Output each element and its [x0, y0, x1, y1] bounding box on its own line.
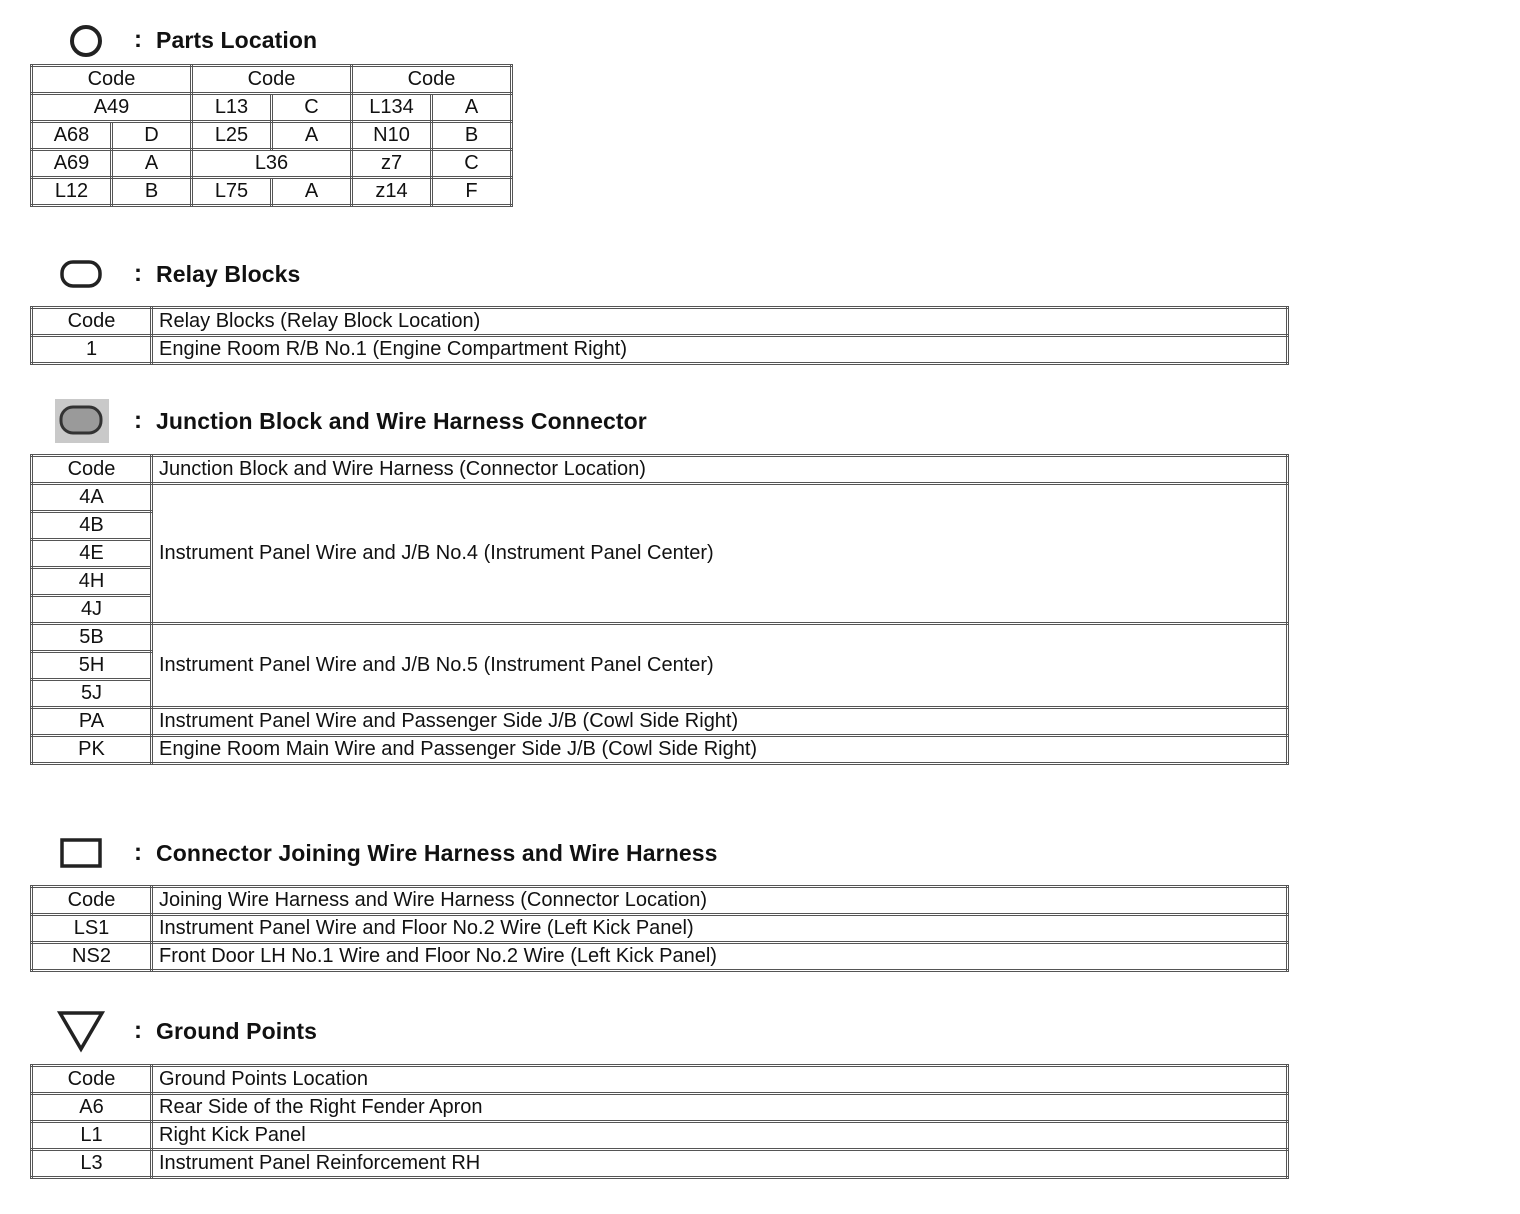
- column-header: Code: [32, 887, 152, 915]
- location-cell: Instrument Panel Reinforcement RH: [152, 1150, 1288, 1178]
- section-title: Parts Location: [156, 26, 318, 53]
- code-cell: 5J: [32, 680, 152, 708]
- table-row: [32, 1122, 1288, 1150]
- section-title: Ground Points: [156, 1017, 318, 1044]
- colon: :: [134, 260, 142, 287]
- location-cell: Instrument Panel Wire and J/B No.5 (Instrument Panel Center): [152, 624, 1288, 708]
- code-cell: 4A: [32, 484, 152, 512]
- table-row: [32, 178, 512, 206]
- code-cell: z14: [352, 178, 432, 206]
- relay-blocks-table: [30, 306, 1289, 365]
- code-cell: PK: [32, 736, 152, 764]
- table-header-row: [32, 1066, 1288, 1094]
- column-header: Ground Points Location: [152, 1066, 1288, 1094]
- colon: :: [134, 1017, 142, 1044]
- code-cell: 5B: [32, 624, 152, 652]
- table-row: [32, 915, 1288, 943]
- circle-icon: [54, 20, 110, 60]
- column-header: Junction Block and Wire Harness (Connector Location): [152, 456, 1288, 484]
- column-header: Code: [192, 66, 352, 94]
- letter-cell: A: [272, 178, 352, 206]
- code-cell: A6: [32, 1094, 152, 1122]
- code-cell: L13: [192, 94, 272, 122]
- table-row: [32, 122, 512, 150]
- code-cell: z7: [352, 150, 432, 178]
- letter-cell: B: [432, 122, 512, 150]
- letter-cell: A: [112, 150, 192, 178]
- parts-location-header: [54, 20, 317, 60]
- code-cell: L1: [32, 1122, 152, 1150]
- shaded-rounded-rect-icon: [54, 401, 110, 441]
- code-cell: L36: [192, 150, 352, 178]
- code-cell: 4E: [32, 540, 152, 568]
- code-cell: A49: [32, 94, 192, 122]
- code-cell: A69: [32, 150, 112, 178]
- section-title: Connector Joining Wire Harness and Wire Harness: [156, 839, 718, 866]
- table-header-row: [32, 66, 512, 94]
- section-title: Junction Block and Wire Harness Connector: [156, 407, 647, 434]
- location-cell: Rear Side of the Right Fender Apron: [152, 1094, 1288, 1122]
- code-cell: 4B: [32, 512, 152, 540]
- parts-location-table: [30, 64, 513, 207]
- connector-table: [30, 885, 1289, 972]
- junction-block-table: [30, 454, 1289, 765]
- code-cell: L12: [32, 178, 112, 206]
- junction-block-header: [54, 401, 647, 441]
- ground-points-header: [54, 1011, 317, 1051]
- code-cell: 5H: [32, 652, 152, 680]
- table-row: [32, 943, 1288, 971]
- colon: :: [134, 26, 142, 53]
- table-row: [32, 1094, 1288, 1122]
- table-row: [32, 708, 1288, 736]
- column-header: Code: [32, 66, 192, 94]
- location-cell: Instrument Panel Wire and J/B No.4 (Instrument Panel Center): [152, 484, 1288, 624]
- section-title: Relay Blocks: [156, 260, 301, 287]
- column-header: Code: [32, 456, 152, 484]
- code-cell: L3: [32, 1150, 152, 1178]
- column-header: Code: [32, 1066, 152, 1094]
- table-row: [32, 150, 512, 178]
- table-row: [32, 736, 1288, 764]
- colon: :: [134, 839, 142, 866]
- table-row: [32, 94, 512, 122]
- column-header: Relay Blocks (Relay Block Location): [152, 308, 1288, 336]
- code-cell: 4H: [32, 568, 152, 596]
- code-cell: PA: [32, 708, 152, 736]
- connector-joining-header: [54, 833, 718, 873]
- table-header-row: [32, 887, 1288, 915]
- code-cell: L134: [352, 94, 432, 122]
- table-row: [32, 336, 1288, 364]
- letter-cell: B: [112, 178, 192, 206]
- location-cell: Front Door LH No.1 Wire and Floor No.2 Wire (Left Kick Panel): [152, 943, 1288, 971]
- relay-blocks-header: [54, 254, 300, 294]
- letter-cell: F: [432, 178, 512, 206]
- letter-cell: C: [432, 150, 512, 178]
- code-cell: NS2: [32, 943, 152, 971]
- table-header-row: [32, 456, 1288, 484]
- location-cell: Engine Room Main Wire and Passenger Side J/B (Cowl Side Right): [152, 736, 1288, 764]
- code-cell: 1: [32, 336, 152, 364]
- code-cell: L75: [192, 178, 272, 206]
- location-cell: Instrument Panel Wire and Passenger Side J/B (Cowl Side Right): [152, 708, 1288, 736]
- code-cell: LS1: [32, 915, 152, 943]
- table-row: [32, 1150, 1288, 1178]
- code-cell: L25: [192, 122, 272, 150]
- triangle-down-icon: [54, 1011, 110, 1051]
- letter-cell: D: [112, 122, 192, 150]
- location-cell: Instrument Panel Wire and Floor No.2 Wire (Left Kick Panel): [152, 915, 1288, 943]
- table-row: [32, 624, 1288, 652]
- letter-cell: C: [272, 94, 352, 122]
- rounded-rect-icon: [54, 254, 110, 294]
- colon: :: [134, 407, 142, 434]
- table-header-row: [32, 308, 1288, 336]
- code-cell: A68: [32, 122, 112, 150]
- table-row: [32, 484, 1288, 512]
- square-icon: [54, 833, 110, 873]
- location-cell: Right Kick Panel: [152, 1122, 1288, 1150]
- column-header: Code: [352, 66, 512, 94]
- ground-points-table: [30, 1064, 1289, 1179]
- column-header: Joining Wire Harness and Wire Harness (Connector Location): [152, 887, 1288, 915]
- code-cell: 4J: [32, 596, 152, 624]
- letter-cell: A: [432, 94, 512, 122]
- column-header: Code: [32, 308, 152, 336]
- letter-cell: A: [272, 122, 352, 150]
- location-cell: Engine Room R/B No.1 (Engine Compartment Right): [152, 336, 1288, 364]
- code-cell: N10: [352, 122, 432, 150]
